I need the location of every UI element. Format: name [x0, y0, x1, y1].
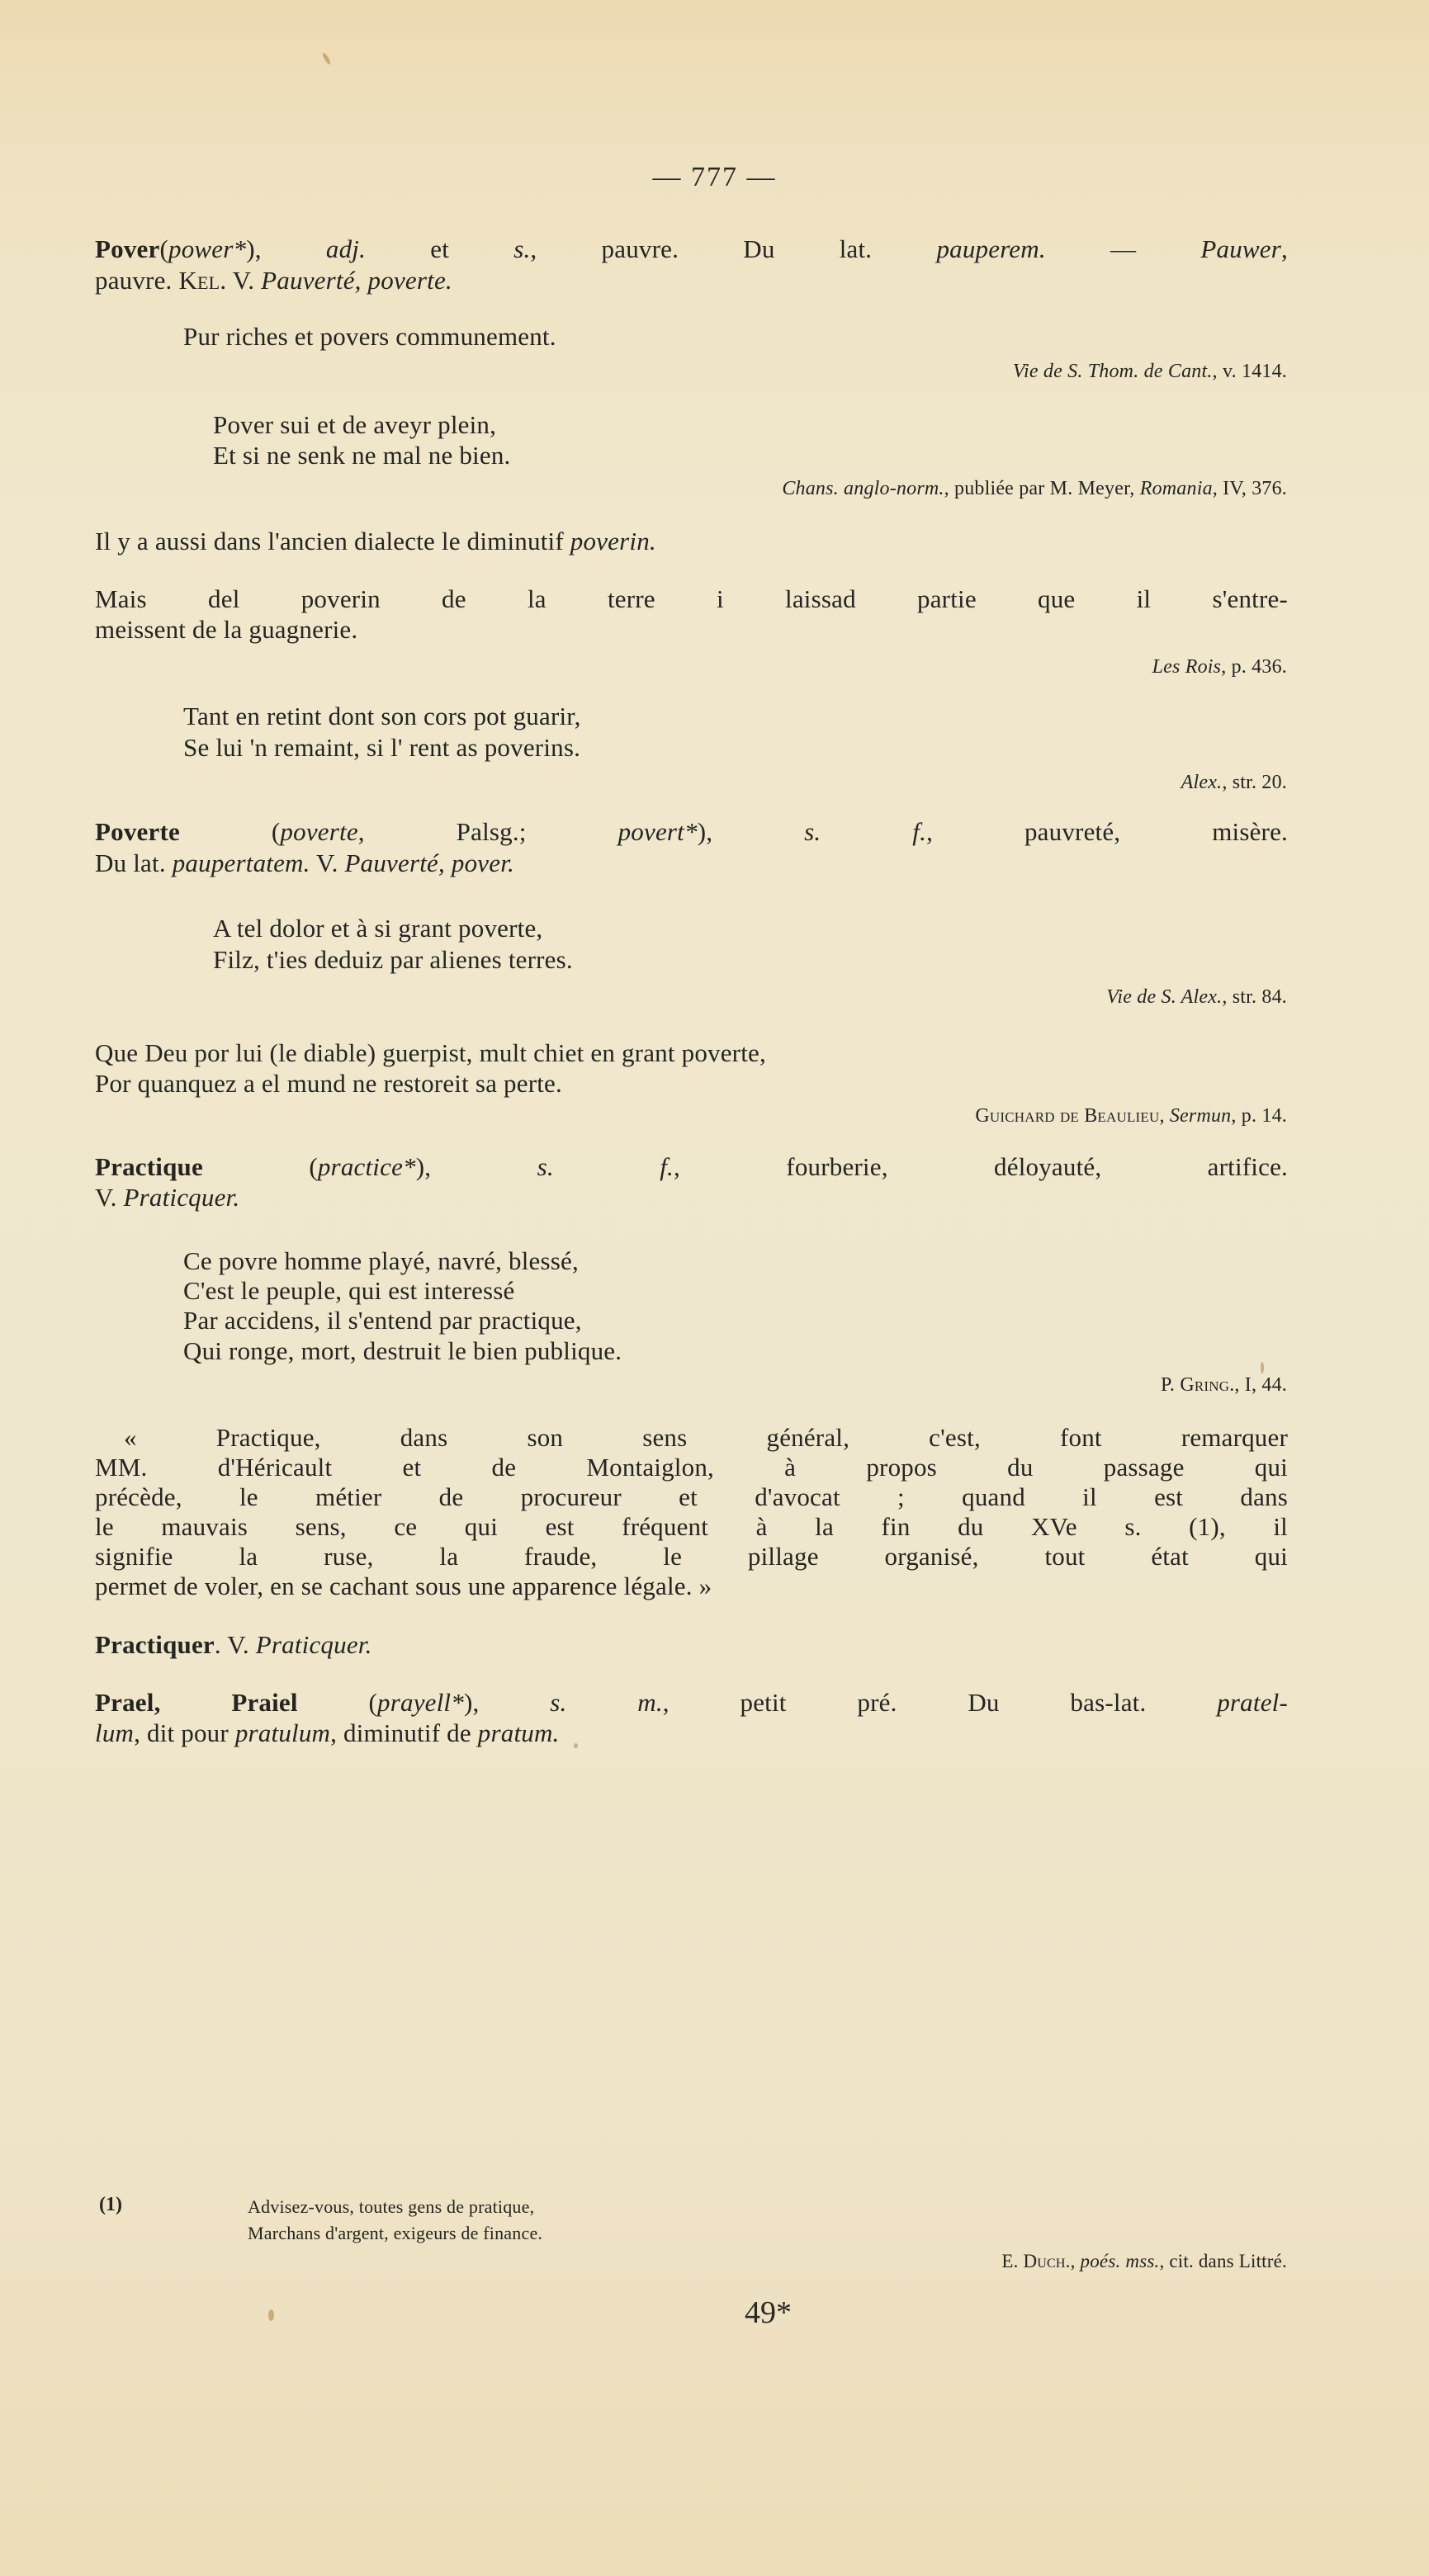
footnote-citation: E. Duch., poés. mss., cit. dans Littré.: [1001, 2251, 1287, 2271]
citation: Guichard de Beaulieu, Sermun, p. 14.: [975, 1105, 1287, 1127]
note-poverin: Il y a aussi dans l'ancien dialecte le diminutif poverin.: [95, 527, 656, 555]
entry-prael-line-1: Prael, Praiel (prayell*), s. m., petit pré. Du bas-lat. pratel-: [95, 1688, 1288, 1717]
prose-quote-line: meissent de la guagnerie.: [95, 615, 358, 644]
paper-speck: [321, 52, 331, 65]
paper-speck: [1261, 1362, 1264, 1373]
entry-practique-line-2: V. Praticquer.: [95, 1183, 240, 1212]
page-number: — 777 —: [652, 162, 777, 192]
paper-speck: [574, 1743, 578, 1748]
verse-line: Filz, t'ies deduiz par alienes terres.: [213, 945, 573, 974]
verse-line: Pur riches et povers communement.: [183, 322, 556, 351]
entry-practique-line-1: Practique (practice*), s. f., fourberie, déloyauté, artifice.: [95, 1152, 1288, 1181]
citation: Les Rois, p. 436.: [1152, 656, 1287, 678]
headword-pover: Pover: [95, 234, 160, 263]
entry-poverte-line-2: Du lat. paupertatem. V. Pauverté, pover.: [95, 848, 514, 877]
verse-line: A tel dolor et à si grant poverte,: [213, 914, 543, 943]
verse-line: Ce povre homme playé, navré, blessé,: [183, 1246, 579, 1275]
verse-line: Tant en retint dont son cors pot guarir,: [183, 702, 581, 730]
citation: Alex., str. 20.: [1181, 772, 1287, 793]
entry-pover-line-2: pauvre. Kel. V. Pauverté, poverte.: [95, 266, 452, 295]
commentary-line: permet de voler, en se cachant sous une apparence légale. »: [95, 1572, 712, 1600]
signature-mark: 49*: [745, 2295, 792, 2330]
entry-pover-line-1: Pover(power*), adj. et s., pauvre. Du lat. pauperem. — Pauwer,: [95, 234, 1288, 263]
headword-practique: Practique: [95, 1152, 203, 1181]
paper-speck: [268, 2309, 274, 2321]
footnote-verse-line: Marchans d'argent, exigeurs de finance.: [248, 2223, 543, 2243]
verse-line: Pover sui et de aveyr plein,: [213, 410, 497, 439]
citation: Vie de S. Thom. de Cant., v. 1414.: [1012, 361, 1287, 382]
headword-practiquer: Practiquer: [95, 1630, 215, 1659]
headword-prael: Prael, Praiel: [95, 1688, 298, 1717]
verse-line: Se lui 'n remaint, si l' rent as poverins.: [183, 733, 581, 762]
entry-practiquer: Practiquer. V. Praticquer.: [95, 1630, 372, 1659]
headword-poverte: Poverte: [95, 817, 180, 846]
commentary-line: précède, le métier de procureur et d'avocat ; quand il est dans: [95, 1482, 1288, 1511]
citation: Chans. anglo-norm., publiée par M. Meyer, Romania, IV, 376.: [782, 478, 1287, 499]
citation: P. Gring., I, 44.: [1161, 1374, 1287, 1396]
verse-line: C'est le peuple, qui est interessé: [183, 1276, 515, 1305]
verse-line: Qui ronge, mort, destruit le bien publique.: [183, 1336, 622, 1365]
commentary-line: le mauvais sens, ce qui est fréquent à la fin du XVe s. (1), il: [95, 1512, 1288, 1541]
commentary-line: « Practique, dans son sens général, c'est, font remarquer: [124, 1423, 1288, 1452]
abbr-kel: Kel.: [178, 266, 227, 295]
verse-line-long: Que Deu por lui (le diable) guerpist, mult chiet en grant poverte,: [95, 1038, 766, 1067]
verse-line: Et si ne senk ne mal ne bien.: [213, 441, 511, 470]
commentary-line: MM. d'Héricault et de Montaiglon, à propos du passage qui: [95, 1453, 1288, 1482]
citation: Vie de S. Alex., str. 84.: [1106, 986, 1287, 1008]
prose-quote-line: Mais del poverin de la terre i laissad partie que il s'entre-: [95, 584, 1288, 613]
commentary-line: signifie la ruse, la fraude, le pillage organisé, tout état qui: [95, 1542, 1288, 1571]
footnote-marker: (1): [99, 2194, 122, 2215]
footnote-verse-line: Advisez-vous, toutes gens de pratique,: [248, 2196, 535, 2217]
verse-line: Par accidens, il s'entend par practique,: [183, 1306, 582, 1335]
entry-prael-line-2: lum, dit pour pratulum, diminutif de pratum.: [95, 1718, 560, 1747]
verse-line-long: Por quanquez a el mund ne restoreit sa perte.: [95, 1069, 562, 1098]
entry-poverte-line-1: Poverte (poverte, Palsg.; povert*), s. f., pauvreté, misère.: [95, 817, 1288, 846]
